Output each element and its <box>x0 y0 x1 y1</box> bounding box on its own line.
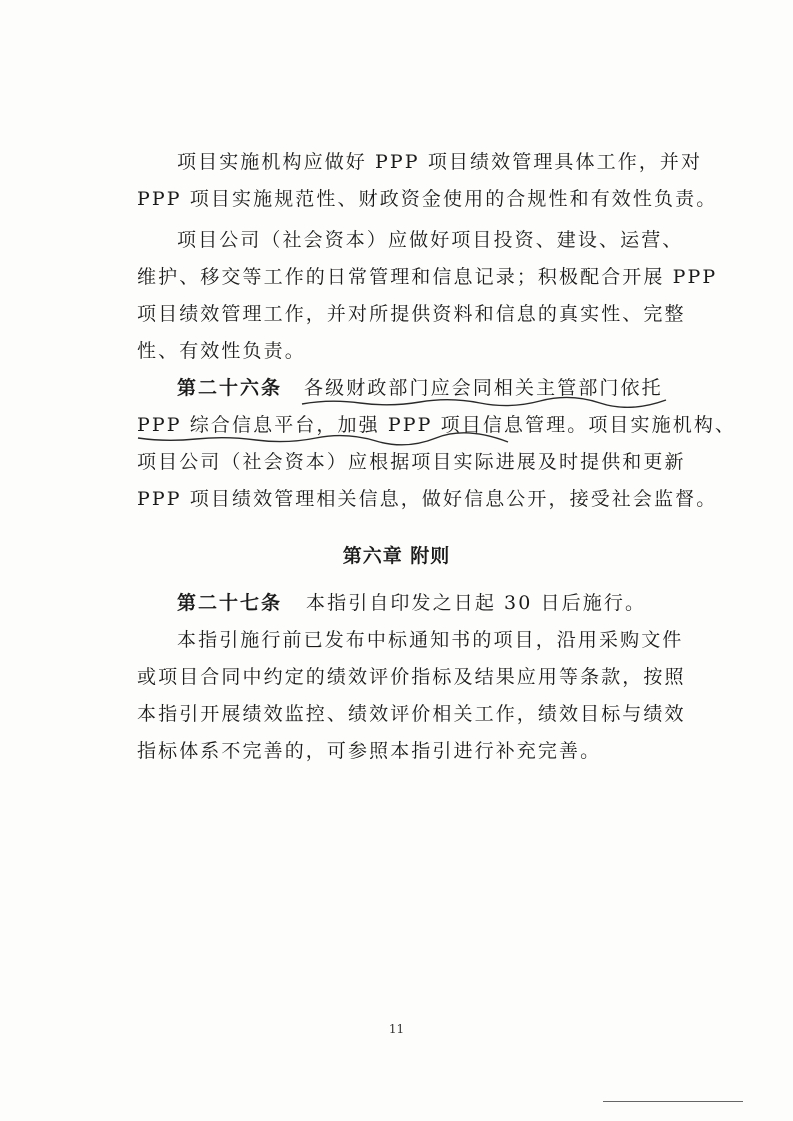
article-26-line-3: 项目公司（社会资本）应根据项目实际进展及时提供和更新 <box>137 451 686 473</box>
paragraph-1-line-1: 项目实施机构应做好 PPP 项目绩效管理具体工作，并对 <box>177 151 703 173</box>
closing-line-2: 或项目合同中约定的绩效评价指标及结果应用等条款，按照 <box>137 666 686 688</box>
page-number: 11 <box>388 1022 405 1036</box>
article-27-text: 本指引自印发之日起 30 日后施行。 <box>306 592 647 614</box>
paragraph-2-line-2: 维护、移交等工作的日常管理和信息记录；积极配合开展 PPP <box>137 266 718 288</box>
article-27-label: 第二十七条 <box>177 592 283 614</box>
footer-rule <box>603 1101 743 1102</box>
closing-line-3: 本指引开展绩效监控、绩效评价相关工作，绩效目标与绩效 <box>137 703 686 725</box>
closing-line-4: 指标体系不完善的，可参照本指引进行补充完善。 <box>137 740 602 762</box>
article-26-line-1: 各级财政部门应会同相关主管部门依托 <box>304 377 663 399</box>
closing-line-1: 本指引施行前已发布中标通知书的项目，沿用采购文件 <box>177 629 684 651</box>
handwritten-underline-1 <box>300 396 670 408</box>
article-26-label: 第二十六条 <box>177 377 283 399</box>
paragraph-2-line-1: 项目公司（社会资本）应做好项目投资、建设、运营、 <box>177 229 684 251</box>
chapter-heading: 第六章 附则 <box>342 545 451 567</box>
article-26-line-4: PPP 项目绩效管理相关信息，做好信息公开，接受社会监督。 <box>137 488 718 510</box>
handwritten-underline-2 <box>136 432 511 446</box>
article-26-line-2: PPP 综合信息平台，加强 PPP 项目信息管理。项目实施机构、 <box>137 414 737 436</box>
paragraph-2-line-4: 性、有效性负责。 <box>137 340 306 362</box>
paragraph-1-line-2: PPP 项目实施规范性、财政资金使用的合规性和有效性负责。 <box>137 188 718 210</box>
paragraph-2-line-3: 项目绩效管理工作，并对所提供资料和信息的真实性、完整 <box>137 303 686 325</box>
article-27-line <box>177 591 646 615</box>
